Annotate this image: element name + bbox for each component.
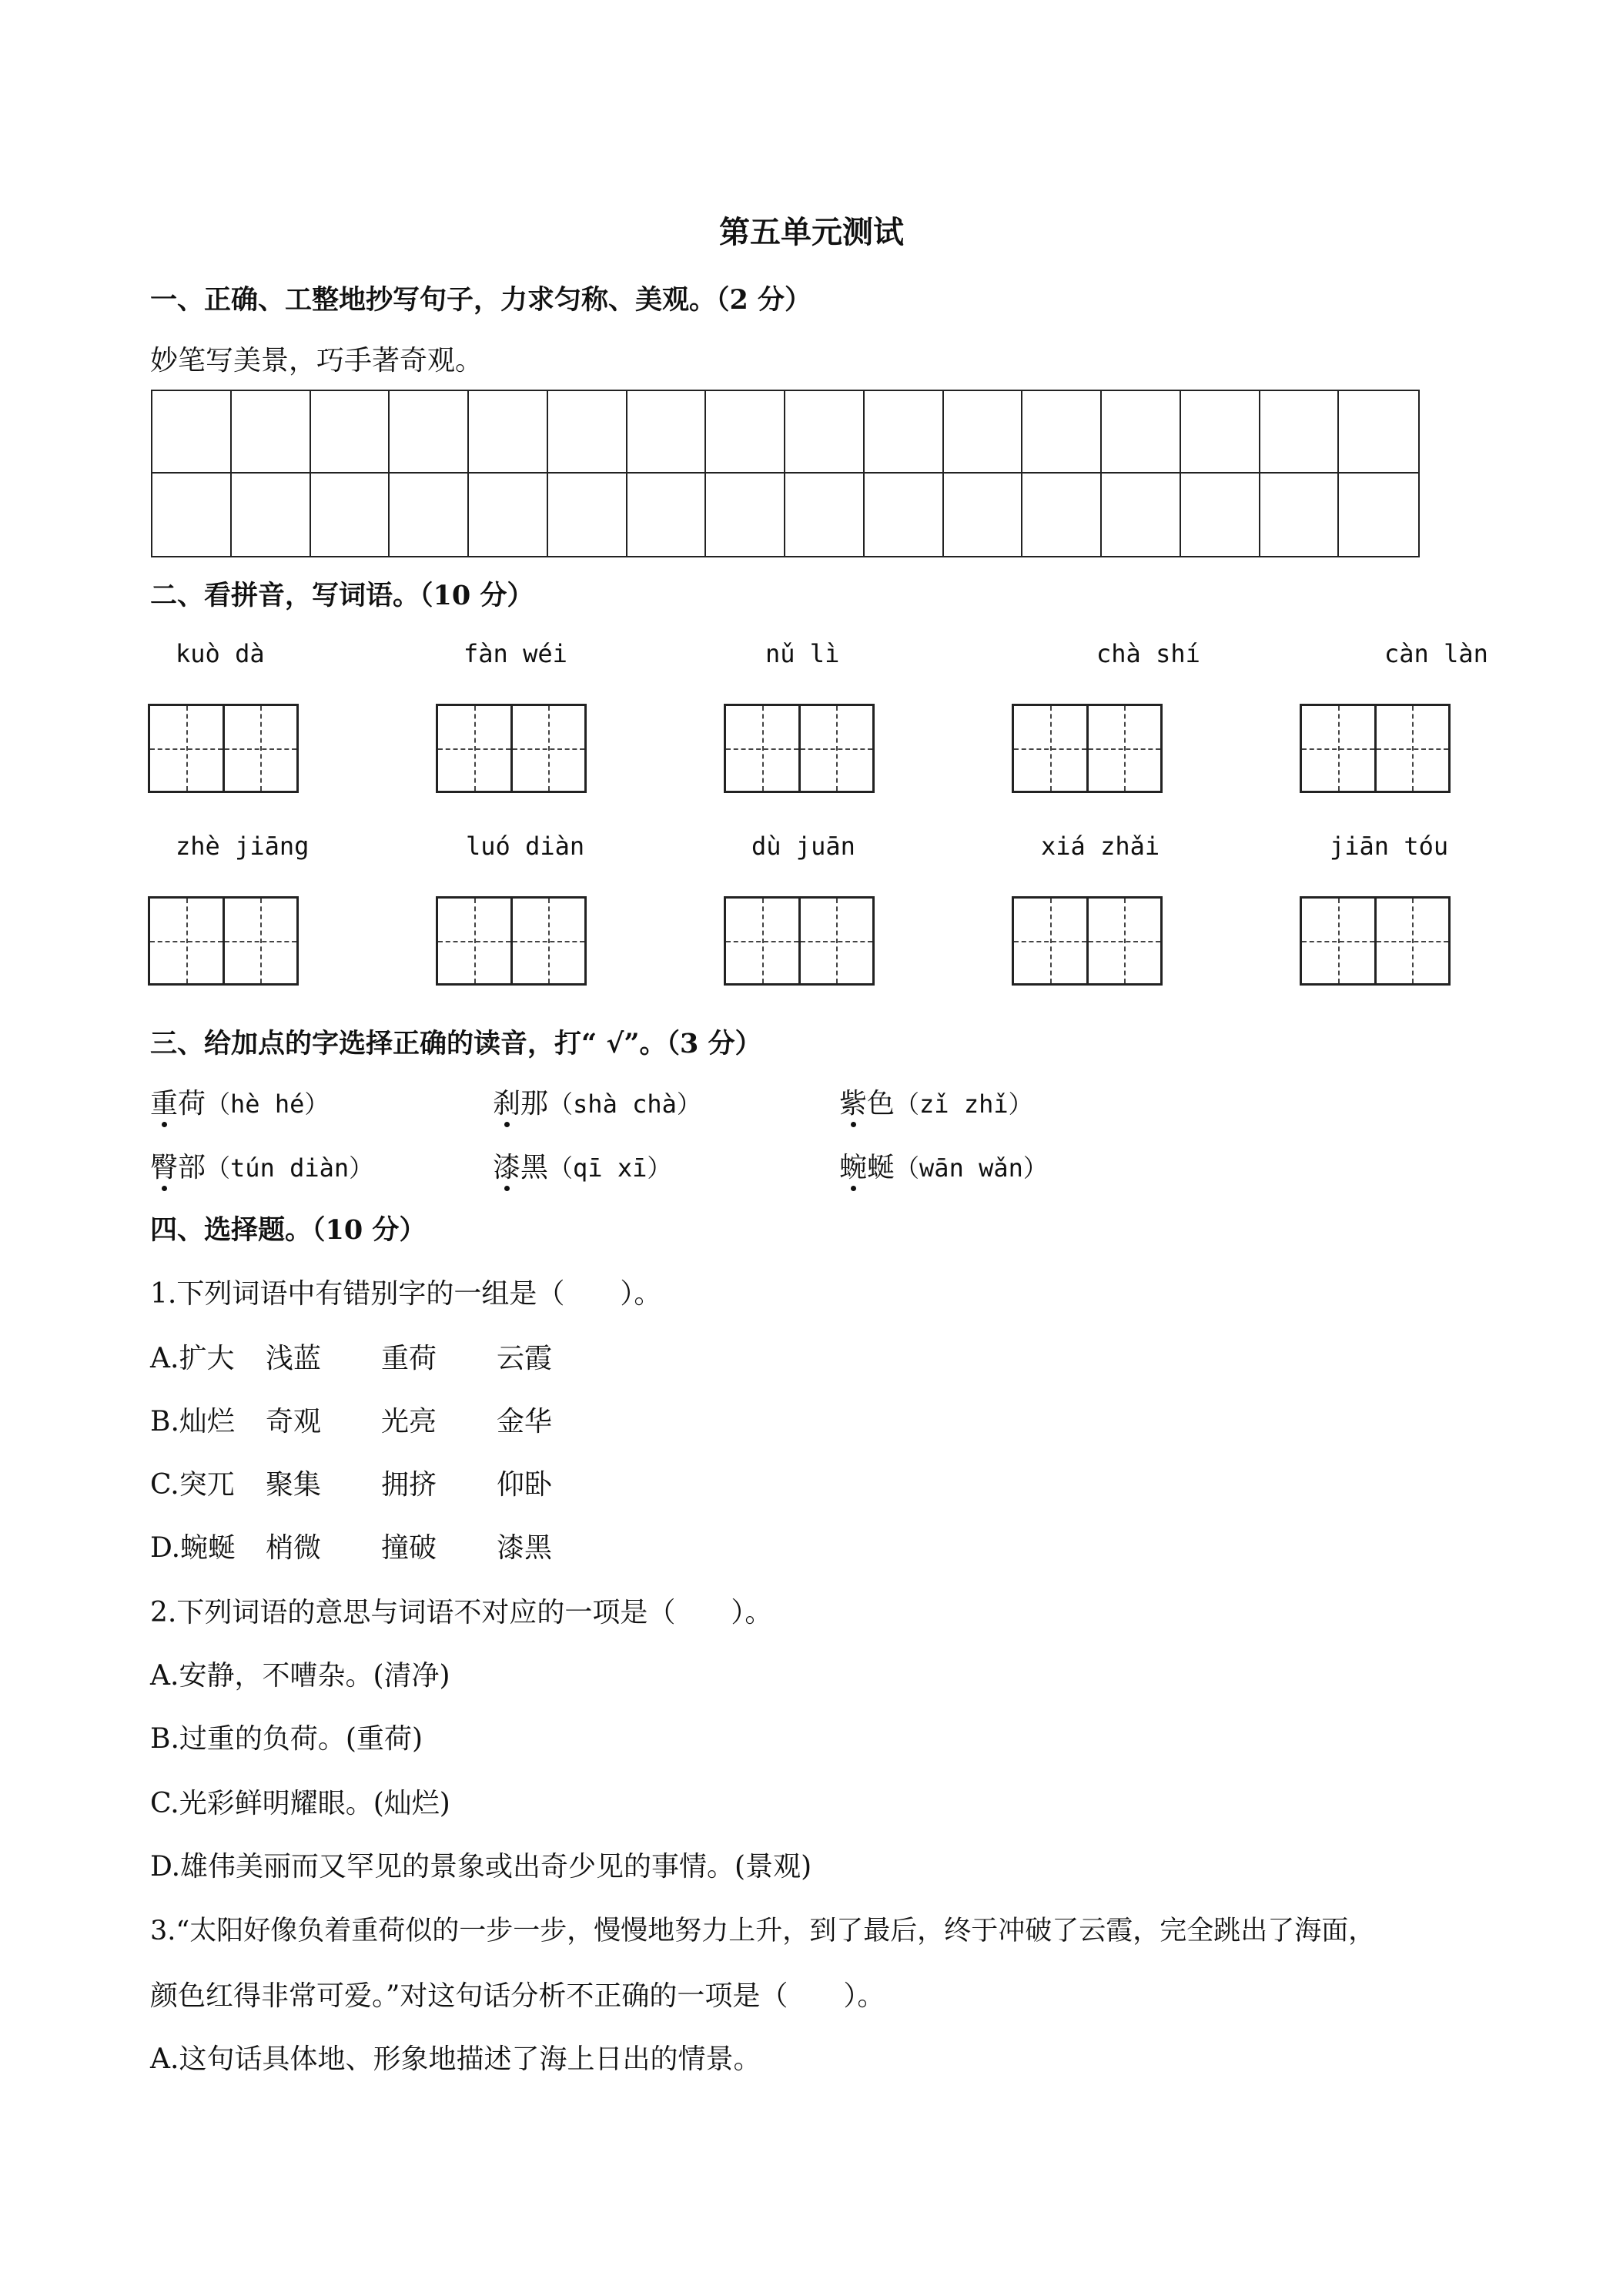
option-word: 撞破 bbox=[381, 1532, 437, 1564]
reading-item[interactable] bbox=[839, 1082, 1033, 1121]
tian-grid-box[interactable] bbox=[436, 704, 587, 793]
pinyin-label: zhè jiāng bbox=[176, 832, 310, 861]
reading-options: （zǐ zhǐ） bbox=[895, 1089, 1033, 1119]
tian-grid-box[interactable] bbox=[724, 896, 875, 986]
option-word: 奇观 bbox=[266, 1406, 322, 1438]
word-rest: 部 bbox=[178, 1152, 206, 1183]
option-word: 聚集 bbox=[266, 1469, 322, 1501]
question-2-option-a[interactable]: A.安静，不嘈杂。(清净) bbox=[150, 1660, 450, 1692]
question-2-option-c[interactable]: C.光彩鲜明耀眼。(灿烂) bbox=[150, 1788, 450, 1819]
option-label: A.扩大 bbox=[150, 1343, 235, 1374]
reading-item[interactable] bbox=[839, 1146, 1048, 1185]
word-rest: 色 bbox=[867, 1088, 895, 1120]
dotted-char: 漆 bbox=[493, 1146, 520, 1185]
option-word: 拥挤 bbox=[381, 1469, 437, 1501]
reading-item[interactable] bbox=[493, 1082, 701, 1121]
question-3-stem-line2: 颜色红得非常可爱。”对这句话分析不正确的一项是（ ）。 bbox=[150, 1980, 885, 2012]
pinyin-label: jiān tóu bbox=[1330, 832, 1449, 861]
section4-heading: 四、选择题。（10 分） bbox=[150, 1214, 427, 1246]
reading-options: （shà chà） bbox=[548, 1089, 701, 1119]
question-3-option-a[interactable]: A.这句话具体地、形象地描述了海上日出的情景。 bbox=[150, 2043, 761, 2075]
pinyin-label: kuò dà bbox=[176, 639, 265, 668]
tian-grid-box[interactable] bbox=[1300, 704, 1451, 793]
option-label: C.突兀 bbox=[150, 1469, 235, 1501]
question-3-stem-line1: 3.“太阳好像负着重荷似的一步一步，慢慢地努力上升，到了最后，终于冲破了云霞，完全跳出了海面， bbox=[150, 1916, 1376, 1946]
section3-heading: 三、给加点的字选择正确的读音，打“ √”。（3 分） bbox=[150, 1028, 762, 1059]
option-word: 浅蓝 bbox=[266, 1343, 322, 1374]
tian-grid-box[interactable] bbox=[724, 704, 875, 793]
dotted-char: 蜿 bbox=[839, 1146, 867, 1185]
question-1-option-a[interactable] bbox=[150, 1337, 612, 1376]
reading-item[interactable] bbox=[150, 1082, 329, 1121]
option-word: 重荷 bbox=[381, 1343, 437, 1374]
question-1-stem: 1.下列词语中有错别字的一组是（ ）。 bbox=[150, 1278, 662, 1310]
question-1-option-d[interactable] bbox=[150, 1526, 612, 1565]
section2-heading: 二、看拼音，写词语。（10 分） bbox=[150, 580, 534, 611]
question-1-option-b[interactable] bbox=[150, 1400, 612, 1439]
option-word: 金华 bbox=[497, 1406, 553, 1438]
pinyin-label: luó diàn bbox=[466, 832, 585, 861]
tian-grid-box[interactable] bbox=[148, 704, 299, 793]
option-word: 云霞 bbox=[497, 1343, 553, 1374]
word-rest: 荷 bbox=[178, 1088, 206, 1120]
option-word: 仰卧 bbox=[497, 1469, 553, 1501]
reading-options: （wān wǎn） bbox=[895, 1153, 1048, 1183]
copy-sentence: 妙笔写美景，巧手著奇观。 bbox=[150, 345, 484, 377]
option-word: 梢微 bbox=[266, 1532, 322, 1564]
reading-options: （tún diàn） bbox=[206, 1153, 374, 1183]
pinyin-label: xiá zhǎi bbox=[1041, 832, 1160, 861]
dotted-char: 刹 bbox=[493, 1082, 520, 1121]
dotted-char: 臀 bbox=[150, 1146, 178, 1185]
question-2-option-d[interactable]: D.雄伟美丽而又罕见的景象或出奇少见的事情。(景观) bbox=[150, 1851, 812, 1883]
pinyin-label: nǔ lì bbox=[765, 639, 840, 668]
pinyin-label: chà shí bbox=[1096, 639, 1200, 668]
tian-grid-box[interactable] bbox=[1300, 896, 1451, 986]
copy-writing-grid[interactable] bbox=[151, 390, 1420, 557]
option-word: 光亮 bbox=[381, 1406, 437, 1438]
question-1-option-c[interactable] bbox=[150, 1463, 612, 1502]
section1-heading: 一、正确、工整地抄写句子，力求匀称、美观。（2 分） bbox=[150, 284, 812, 316]
word-rest: 那 bbox=[520, 1088, 549, 1120]
question-2-stem: 2.下列词语的意思与词语不对应的一项是（ ）。 bbox=[150, 1597, 773, 1628]
option-label: B.灿烂 bbox=[150, 1406, 235, 1438]
tian-grid-box[interactable] bbox=[436, 896, 587, 986]
reading-item[interactable] bbox=[150, 1146, 373, 1185]
reading-options: （qī xī） bbox=[548, 1153, 672, 1183]
pinyin-label: càn làn bbox=[1384, 639, 1488, 668]
tian-grid-box[interactable] bbox=[148, 896, 299, 986]
word-rest: 黑 bbox=[520, 1152, 549, 1183]
tian-grid-box[interactable] bbox=[1012, 704, 1163, 793]
reading-options: （hè hé） bbox=[206, 1089, 330, 1119]
page-title: 第五单元测试 bbox=[719, 214, 904, 250]
dotted-char: 重 bbox=[150, 1082, 178, 1121]
option-label: D.蜿蜒 bbox=[150, 1532, 236, 1564]
pinyin-label: dù juān bbox=[751, 832, 855, 861]
question-2-option-b[interactable]: B.过重的负荷。(重荷) bbox=[150, 1723, 423, 1755]
reading-item[interactable] bbox=[493, 1146, 671, 1185]
dotted-char: 紫 bbox=[839, 1082, 867, 1121]
option-word: 漆黑 bbox=[497, 1532, 553, 1564]
pinyin-label: fàn wéi bbox=[463, 639, 567, 668]
word-rest: 蜒 bbox=[867, 1152, 895, 1183]
tian-grid-box[interactable] bbox=[1012, 896, 1163, 986]
